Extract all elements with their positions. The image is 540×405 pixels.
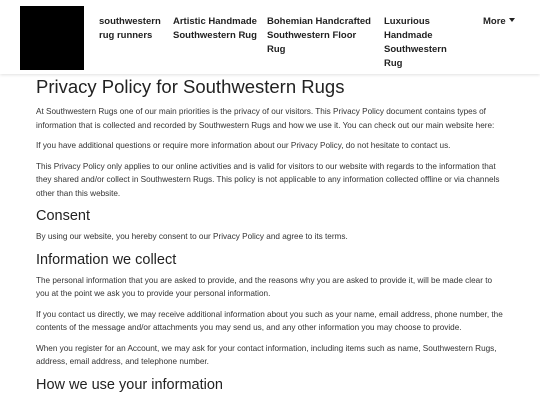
caret-down-icon	[509, 18, 515, 22]
site-logo[interactable]	[20, 6, 84, 70]
how-we-use-heading: How we use your information	[36, 376, 223, 393]
site-header	[0, 0, 540, 74]
information-collect-heading: Information we collect	[36, 251, 177, 268]
consent-paragraph: By using our website, you hereby consent to our Privacy Policy and agree to its terms.	[36, 232, 348, 241]
nav-item-artistic-handmade-southwestern-rug[interactable]: Artistic Handmade Southwestern Rug	[173, 16, 257, 41]
information-paragraph-1: The personal information that you are asked to provide, and the reasons why you are asked to provide it, will be made clear to you at the point we ask you to provide your personal information.	[36, 275, 493, 298]
intro-paragraph-2: If you have additional questions or require more information about our Privacy Policy, do not hesitate to contact us.	[36, 141, 451, 150]
intro-paragraph-1: At Southwestern Rugs one of our main priorities is the privacy of our visitors. This Privacy Policy document contains types of information that is collected and recorded by Southwestern Rugs and how we use it. You can check out our main website here:	[36, 107, 495, 130]
nav-item-southwestern-rug-runners[interactable]: southwestern rug runners	[99, 16, 161, 41]
nav-more-label: More	[483, 16, 506, 27]
page-title: Privacy Policy for Southwestern Rugs	[36, 76, 345, 97]
main-content	[36, 76, 506, 405]
consent-heading: Consent	[36, 208, 91, 224]
nav-more-dropdown[interactable]	[483, 15, 523, 29]
intro-paragraph-3: This Privacy Policy only applies to our online activities and is valid for visitors to our website with regards to the information that they shared and/or collect in Southwestern Rugs. This policy is not applicable to any information collected offline or via channels other than this website.	[36, 161, 500, 198]
information-paragraph-2: If you contact us directly, we may receive additional information about you such as your name, email address, phone number, the contents of the message and/or attachments you may send us, and any other information you may choose to provide.	[36, 309, 503, 332]
information-paragraph-3: When you register for an Account, we may ask for your contact information, including items such as name, Southwestern Rugs, address, email address, and telephone number.	[36, 343, 497, 366]
nav-item-luxurious-handmade-southwestern-rug[interactable]: Luxurious Handmade Southwestern Rug	[384, 16, 447, 69]
nav-item-bohemian-handcrafted-southwestern-floor-rug[interactable]: Bohemian Handcrafted Southwestern Floor Rug	[267, 16, 371, 55]
